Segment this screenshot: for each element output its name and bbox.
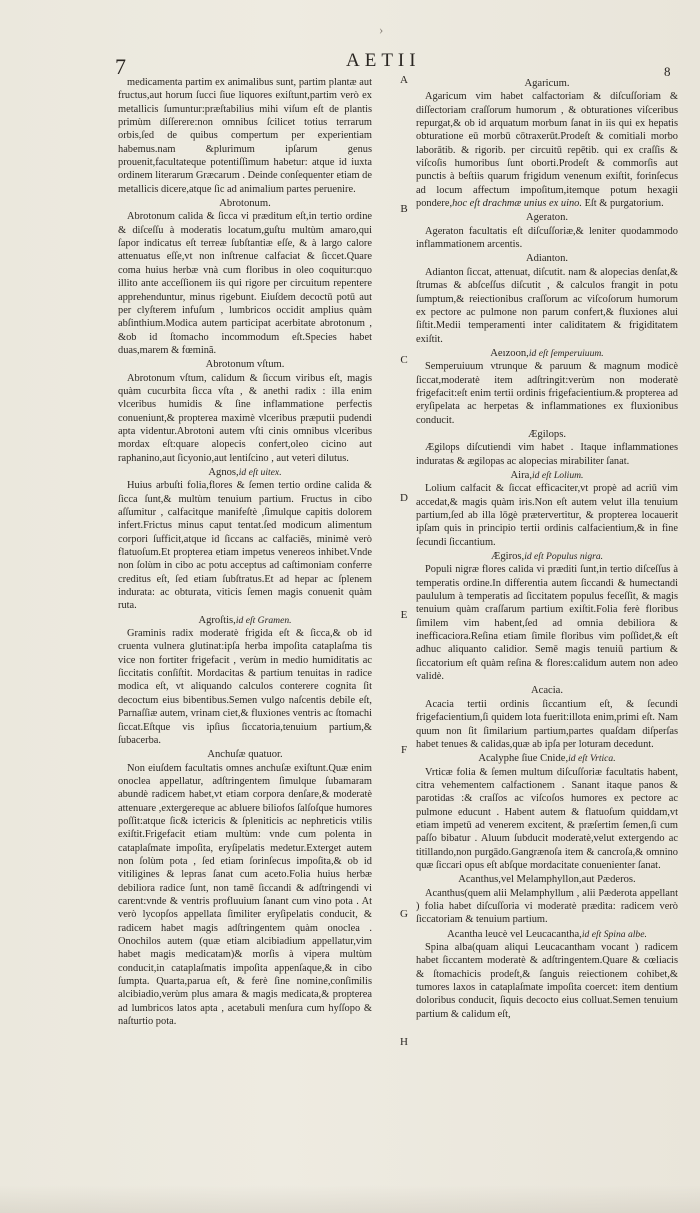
margin-letter-a: A [400,74,408,86]
entry-paragraph [416,360,678,427]
paragraph-text: Graminis radix moderatè frigida eſt & ſicca,& ob id cruenta vulnera glutinat:ipſa herba impoſita cataplaſma tis vice non fortiter frigefacit , verùm in medio humiditatis ac ſiccitatis conſiſtit. Mordacitas & partium tenuitas in radice modica eſt, vt aliquando calculos conterere cognita ſit decoctum eius bibentibus.Semen vulgo naſcentis debile eſt, Parnaſſiæ autem, vrinam ciet,& fluxiones ventris ac ſtomachi ſiccat.Eſtque vis ipſius ſiccatoria,tenuium partium,& ſubacerba. [118,628,372,746]
entry-heading [118,358,372,371]
italic-gloss: id eſt ſemperuiuum. [528,347,604,359]
entry-heading [416,684,678,697]
entry-paragraph [118,762,372,1029]
italic-gloss: id eſt uitex. [238,466,282,478]
entry-paragraph [416,698,678,751]
entry-paragraph [118,210,372,357]
paragraph-text: Lolium calfacit & ſiccat efficaciter,vt propè ad acriū vim accedat,& magis quàm iris.Non eſt autem velut illa tenuium partium,ſed ab illa lōgè prætervertitur, & propterea locauerit ipſam quis in principio tertii ordinis calfacientium,& in fine ſecundi ſiccantium. [416,483,678,548]
entry-heading [416,752,678,765]
entry-paragraph [416,887,678,927]
paragraph-text: Populi nigræ flores calida vi præditi ſunt,in tertio diſceſſus à temperatis ordine.In differentia autem ſiccandi & humectandi paululum à temperatis ad ſiccitatem populus feceſſit, & magis tenuium quàm craſſarum partium exiſtit.Folia ferè floribus ſimilem vim habent,ſed ad omnia debiliora & inefficaciora.Reſina etiam ſimile floribus vim poſſidet,& eſt adhuc aliquanto calidior. Semē magis tenuiū partium & ſiccatorium eſt quàm reſina & flores:calidum autem non adeo validè. [416,564,678,683]
entry-paragraph [118,76,372,196]
heading-text: Aeızoon, [490,347,529,359]
heading-text: Abrotonum. [219,198,271,210]
entry-heading [118,614,372,627]
margin-letter-c: C [400,354,408,366]
paragraph-tail: Eſt & purgatorium. [584,198,664,210]
heading-text: Acalyphe ſiue Cnide, [478,753,569,765]
left-text-column [118,76,372,1028]
italic-gloss: hoc eſt drachmæ unius ex uino. [452,198,582,210]
entry-heading [416,77,678,90]
paragraph-text: Huius arbuſti folia,flores & ſemen tertio ordine calida & ſicca ſunt,& multùm tenuium partium. Fructus in cibo aſſumitur , calfacitque manifeſtè ,ſimulque capitis dolorem infert.Frictus minus caput tentat.ſed modicum alimentum corpori ſufficit,atque id ſiccans ac calfaciēs, minimè verò flatuoſum.Et propterea etiam impetus venereos inhibet.Vnde non ſolùm in cibo ac potu acceptus ad caſtimoniam conferre creditus eſt, ſed etiam ſubſtratus.Et ad hepar ac ſplenem indurata: ac obturata, viticis ſemen magis conuenit quàm ruta. [118,480,372,612]
margin-letter-e: E [400,609,408,621]
paragraph-text: Acanthus(quem alii Melamphyllum , alii Pæderota appellant ) folia habet diſcuſſoria vi moderatè prædita: radicem verò ſiccatoriam & tenuium partium. [416,887,678,926]
heading-text: Ægiros, [490,551,525,563]
entry-heading [416,469,678,482]
heading-text: Agnos, [208,466,239,478]
corner-mark: › [379,22,384,37]
margin-letter-g: G [400,908,408,920]
italic-gloss: id eſt Gramen. [235,614,292,626]
paragraph-text: Ægilops diſcutiendi vim habet . Itaque inflammationes induratas & ægilopas ac alopecias mirabiliter ſanat. [416,442,678,467]
entry-paragraph [416,941,678,1021]
italic-gloss: id eſt Populus nigra. [524,551,604,563]
paragraph-text: Adianton ſiccat, attenuat, diſcutit. nam & alopecias denſat,& ſtrumas & abſceſſus diſcutit , & calculos frangit in potu ſumptum,& reiectionibus craſſorum ac viſcoſorum humorum ex pectore ac pulmone non parum confert,& fluxiones alui ſiſtit.Medii temperamenti inter caliditatem & frigiditatem exiſtit. [416,266,678,345]
entry-paragraph [118,372,372,465]
italic-gloss: id eſt Lolium. [532,469,584,481]
heading-text: Acantha leucè vel Leucacantha, [447,928,582,940]
heading-text: Acacia. [530,685,564,697]
heading-text: Acanthus,vel Melamphyllon,aut Pæderos. [458,874,636,886]
margin-letter-h: H [400,1036,408,1048]
entry-paragraph [118,627,372,747]
paragraph-text: Agaricum vim habet calfactoriam & diſcuſſoriam & diſſectoriam craſſorum humorum , & obturationes viſceribus repurgat,& ob id arquatum morbum ſanat in iis qui ex hepatis obturatione eū morbū cōtraxerūt.Prodeſt & comitiali morbo laborātib. & rigorib. per circuitū repētib. qui ex craſſis & viſcoſis humoribus ſunt oborti.Prodeſt & commorſis aut punctis à beſtiis quarum frigidum venenum exiſtit, forinſecus ad locum affectum impoſitum,itemque potum hexagii pondere, [416,91,678,210]
folio-number-right: 8 [664,64,671,79]
entry-heading [118,197,372,210]
paragraph-text: Non eiuſdem facultatis omnes anchuſæ exiſtunt.Quæ enim onoclea appellatur, adſtringentem ſimulque ſubamaram abundè radicem habet,vt etiam corpora denſare,& moderatè attenuare ,extergereque ac abluere biliofos ſalſoſque humores poſſit:atque ſic& ictericis & ſpleniticis ac nephreticis vtilis exiſtit.Frigefacit etiam multùm: vnde cum polenta in cataplaſmate impoſita, eryſipelatis medetur.Exterget autem non ſolùm pota , ſed etiam ſorinſecus impoſita,& ob id vitiligines & lepras ſanat cum aceto.Folia huius herbæ debiliora radice ſunt, non tamē ſiccandi & adſtringendi vi carent:vnde & ventris profluuium ſanant cum vino pota . At verò lycopſos appellata ſimiliter eryſipelatis conducit, & radicem habet magis adſtringentem quàm onoclea . Onochilos autem (quæ etiam alcibiadium appellatur,vim habet magis medicatam)& morſis à vipera multùm conducit,in cataplaſmatis impoſita appenſaque,& in cibo ſumpta. Quarta,parua eſt, & ferè ſine nomine,conſimilis alcibiadio,verùm plus amara & magis medicata,& propterea ad lumbricos latos apta , acetabuli menſura cum hyſſopo & naſturtio pota. [118,762,372,1028]
page-number: 7 [115,54,126,79]
paragraph-text: Abrotonum vſtum, calidum & ſiccum viribus eſt, magis quàm cucurbita ſicca vſta , & anethi radix : illa enim vlceribus humidis & ſine inflammatione perfectis conueniunt,& propterea maximè vlceribus præputii pudendi apta videntur.Abrotoni autem vſti cinis omnibus vlceribus mordax eſt:quare alopecis confert,oleo cicino aut raphanino,aut ſicyonio,aut lentiſcino , aut veteri dilutus. [118,372,372,464]
paragraph-text: Spina alba(quam aliqui Leucacantham vocant ) radicem habet ſiccantem moderatè & adſtringentem.Quare & cœliacis & ſtomachicis prodeſt,& ſanguis reiectionem cohibet,& tumores laxos in cataplaſmate impoſita coercet: item dentium doloribus conducit, ſiquis decocto eius colluat.Semen tenuium partium & calidum eſt, [416,942,678,1020]
entry-heading [416,873,678,886]
entry-heading [416,347,678,360]
entry-heading [118,466,372,479]
heading-text: Agroſtis, [198,614,236,626]
entry-paragraph [416,225,678,252]
entry-heading [416,550,678,563]
entry-paragraph [416,266,678,346]
entry-paragraph [416,766,678,873]
running-head: AETII [346,50,421,71]
entry-paragraph [118,479,372,612]
margin-letter-b: B [400,203,408,215]
heading-text: Ægilops. [528,428,566,440]
entry-heading [416,428,678,441]
entry-paragraph [416,90,678,210]
entry-heading [416,211,678,224]
entry-paragraph [416,482,678,549]
paragraph-text: medicamenta partim ex animalibus sunt, partim plantæ aut fructus,aut horum ſucci ſiue liquores exiſtunt,partim verò ex metallicis ſumuntur:præſtabilius mihi viſum eſt de plantis primùm diſſerere:non omnibus ſcilicet totius terrarum orbis,ſed de quibus compertum per experientiam habemus.nam &plurimum ipſarum genus prouenit,facultateque potentiſſimum habetur: atque id iuxta ordinem literarum Græcarum . Deinde conſequenter etiam de metallicis dicere,atque ſic ad animalium partes peruenire. [118,77,372,195]
italic-gloss: id eſt Spina albe. [581,928,647,940]
heading-text: Abrotonum vſtum. [205,359,285,371]
page-edge-shadow [0,1185,700,1213]
margin-letter-f: F [400,744,408,756]
paragraph-text: Abrotonum calida & ſicca vi præditum eſt,in tertio ordine & diſceſſu à moderatis locatum,guſtu multùm amaro,qui ſapor indicatus eſt terreæ ſubſtantiæ eſſe, & à largo calore attenuatus eſſe,vt non inſtrenue calfaciat & ſiccet.Quare coma huius herbæ vnà cum floribus in oleo coquitur:quo illito ante acceſſionem iis qui rigore per circuitum repentere apprehenduntur, minus rigebunt. Eiuſdem decoctū potū aut per clyſterem infuſum , lumbricos occidit amplius quàm abſinthium.Modica autem participat acerbitate abrotonum , &ob id ſtomacho incommodum eſt.Species habet duas,marem & fœminã. [118,211,372,356]
heading-text: Adianton. [525,253,569,265]
paragraph-text: Ageraton facultatis eſt diſcuſſoriæ,& leniter quodammodo inflammationem arcentis. [416,225,678,251]
entry-heading [416,252,678,265]
paragraph-text: Semperuiuum vtrunque & paruum & magnum modicè ſiccat,moderatè item adſtringit:verùm non moderatè frigefacit:eſt enim tertii ordinis frigefacientium.& propterea ad eryſipelata ac herpetas & inflammationes ex fluxionibus conducit. [416,361,678,426]
entry-heading [416,928,678,941]
heading-text: Anchuſæ quatuor. [207,749,283,761]
paragraph-text: Vrticæ folia & ſemen multum diſcuſſoriæ facultatis habent, citra vehementem calfactionem . Sanant itaque panos & parotidas :& craſſos ac viſcoſos humores ex pectore ac pulmone educunt . Habent autem & flatuoſum quiddam,vt etiam impetū ad venerem excitent, & præſertim ſemen,ſi cum paſſo bibatur . Aluum ſubducit moderatè,velut extergendo ac titillando,non purgādo.Gangrænoſa item & cancroſa,& omnino quæ ſiccari opus eſt abſque mordacitate conuenienter ſanat. [416,766,678,871]
paragraph-text: Acacia tertii ordinis ſiccantium eſt, & ſecundi frigefacientium,ſi quidem lota fuerit:illota enim,primi eſt. Nam quum non ſit ſimilarium partium,partes quaſdam diſperſas habet tenues & calidas,quæ ab ipſa per loturam decedunt. [416,698,678,750]
margin-letter-d: D [400,492,408,504]
entry-paragraph [416,441,678,468]
heading-text: Ageraton. [525,212,569,224]
heading-text: Agaricum. [524,78,570,89]
heading-text: Aira, [510,469,533,481]
right-text-column [416,76,678,1021]
entry-heading [118,748,372,761]
italic-gloss: id eſt Vrtica. [568,753,616,765]
entry-paragraph [416,563,678,683]
